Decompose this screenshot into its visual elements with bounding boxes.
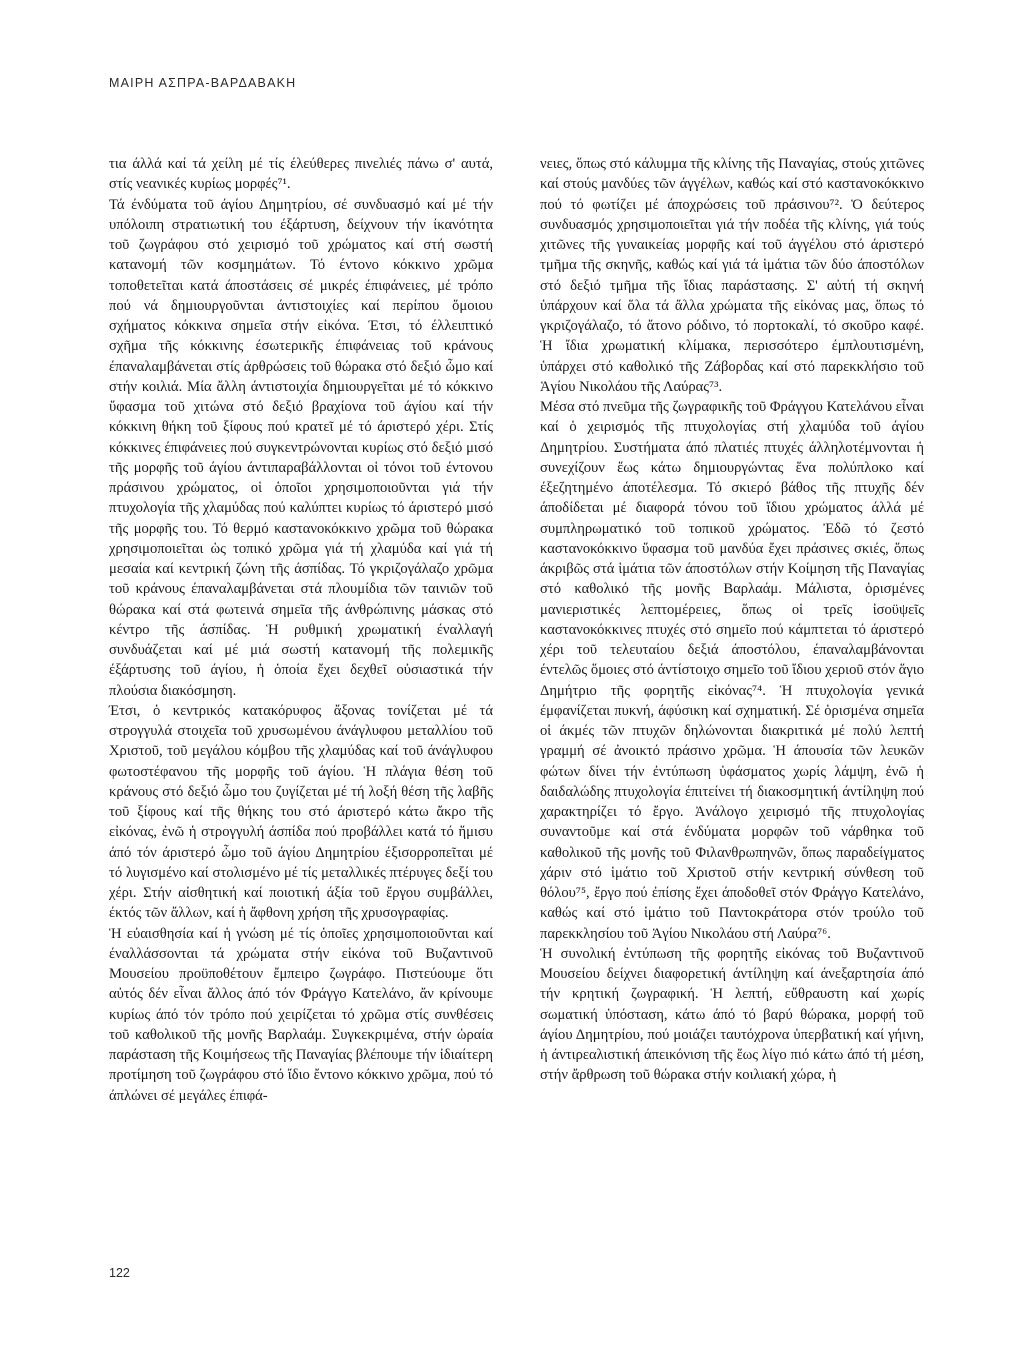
paragraph: Ἡ εὐαισθησία καί ἡ γνώση μέ τίς ὁποῖες χρησιμοποιοῦνται καί έναλλάσσονται τά χρώματα στήν εἰκόνα τοῦ Βυζαντινοῦ Μουσείου προϋποθέτουν ἔμπειρο ζωγράφο. Πιστεύουμε ὅτι αὐτός δέν εἶναι ἄλλος άπό τόν Φράγγο Κατελάνο, ἄν κρίνουμε κυρίως άπό τόν τρόπο πού χειρίζεται τό χρῶμα στίς συνθέσεις τοῦ καθολικοῦ τῆς μονῆς Βαρλαάμ. Συγκεκριμένα, στήν ὡραία παράσταση τῆς Κοιμήσεως τῆς Παναγίας βλέπουμε τήν ἰδιαίτερη προτίμηση τοῦ ζωγράφου στό ἴδιο ἔντονο κόκκινο χρῶμα, πού τό άπλώνει σέ μεγάλες έπιφά-	[109, 925, 493, 1104]
paragraph: Τά ένδύματα τοῦ άγίου Δημητρίου, σέ συνδυασμό καί μέ τήν υπόλοιπη στρατιωτική του έξάρτυση, δείχνουν τήν ίκανότητα τοῦ ζωγράφου στό χειρισμό τοῦ χρώματος καί στή σωστή κατανομή τῶν κοσμημάτων. Τό έντονο κόκκινο χρῶμα τοποθετεῖται κατά άποστάσεις σέ μικρές έπιφάνειες, μέ τρόπο πού νά δημιουργοῦνται άντιστοιχίες καί περίπου ὅμοιου σχήματος κόκκινα σημεῖα στήν εἰκόνα. Έτσι, τό έλλειπτικό σχῆμα τῆς κόκκινης έσωτερικῆς έπιφάνειας τοῦ κράνους έπαναλαμβάνεται στίς άρθρώσεις τοῦ θώρακα στό δεξιό ὦμο καί στήν κοιλιά. Μία ἄλλη άντιστοιχία δημιουργεῖται μέ τό κόκκινο ὕφασμα τοῦ χιτώνα στό δεξιό βραχίονα τοῦ άγίου καί τήν κόκκινη θήκη τοῦ ξίφους πού κρατεῖ μέ τό άριστερό χέρι. Στίς κόκκινες έπιφάνειες πού συγκεντρώνονται κυρίως στό δεξιό μισό τῆς μορφῆς τοῦ άγίου άντιπαραβάλλονται οἱ τόνοι τοῦ έντονου πράσινου χρώματος, οἱ ὁποῖοι χρησιμοποιοῦνται γιά τήν πτυχολογία τῆς χλαμύδας πού καλύπτει κυρίως τό άριστερό μισό τῆς μορφῆς του. Τό θερμό καστανοκόκκινο χρῶμα τοῦ θώρακα χρησιμοποιεῖται ὡς τοπικό χρῶμα γιά τή χλαμύδα καί γιά τή μεσαία καί κεντρική ζώνη τῆς άσπίδας. Τό γκριζογάλαζο χρῶμα τοῦ κράνους έπαναλαμβάνεται στά πλουμίδια τῶν ταινιῶν τοῦ θώρακα καί στά φωτεινά σημεῖα τῆς άνθρώπινης μάσκας στό κέντρο τῆς άσπίδας. Ἡ ρυθμική χρωματική έναλλαγή συνδυάζεται καί μέ μιά σωστή κατανομή τῆς πολεμικῆς έξάρτυσης τοῦ άγίου, ἡ ὁποία ἔχει δεχθεῖ οὐσιαστικά τήν πλούσια διακόσμηση.	[109, 196, 493, 699]
text-column-right	[540, 154, 924, 1086]
paragraph: τια άλλά καί τά χείλη μέ τίς έλεύθερες πινελιές πάνω σ' αυτά, στίς νεανικές κυρίως μορφές⁷¹.	[109, 156, 493, 193]
page-number: 122	[109, 1266, 130, 1280]
paragraph: Ἡ συνολική ἐντύπωση τῆς φορητῆς εἰκόνας τοῦ Βυζαντινοῦ Μουσείου δείχνει διαφορετική άντίληψη καί άνεξαρτησία άπό τήν κρητική ζωγραφική. Ἡ λεπτή, εὔθραυστη καί χωρίς σωματική ὑπόσταση, κάτω άπό τό βαρύ θώρακα, μορφή τοῦ άγίου Δημητρίου, πού μοιάζει ταυτόχρονα ὑπερβατική καί γήινη, ἡ άντιρεαλιστική άπεικόνιση τῆς ἕως λίγο πιό κάτω άπό τή μέση, στήν ἄρθρωση τοῦ θώρακα στήν κοιλιακή χώρα, ἡ	[540, 945, 924, 1084]
text-column-left	[109, 154, 493, 1106]
running-head-author: ΜΑΙΡΗ ΑΣΠΡΑ-ΒΑΡΔΑΒΑΚΗ	[109, 76, 297, 90]
paragraph: Μέσα στό πνεῦμα τῆς ζωγραφικῆς τοῦ Φράγγου Κατελάνου εἶναι καί ὁ χειρισμός τῆς πτυχολογίας στή χλαμύδα τοῦ άγίου Δημητρίου. Συστήματα άπό πλατιές πτυχές άλληλοτέμνονται ἡ συνεχίζουν ἕως κάτω δημιουργώντας ἕνα πολύπλοκο καί έξεζητημένο άποτέλεσμα. Τό σκιερό βάθος τῆς πτυχῆς δέν άποδίδεται μέ διαφορά τόνου τοῦ ἴδιου χρώματος άλλά μέ συμπληρωματικό τοῦ τοπικοῦ χρώματος. Ἐδῶ τό ζεστό καστανοκόκκινο ὕφασμα τοῦ μανδύα ἔχει πράσινες σκιές, ὅπως άκριβῶς στά ἱμάτια τῶν άποστόλων στήν Κοίμηση τῆς Παναγίας στό καθολικό τῆς μονῆς Βαρλαάμ. Μάλιστα, ὁρισμένες μανιεριστικές λεπτομέρειες, ὅπως οἱ τρεῖς ἰσοϋψεῖς καστανοκόκκινες πτυχές στό σημεῖο πού κάμπτεται τό άριστερό χέρι τοῦ τελευταίου δεξιά άποστόλου, έπαναλαμβάνονται έντελῶς ὅμοιες στό άντίστοιχο σημεῖο τοῦ ἴδιου χεριοῦ στόν ἅγιο Δημήτριο τῆς φορητῆς εἰκόνας⁷⁴. Ἡ πτυχολογία γενικά έμφανίζεται πυκνή, άφύσικη καί σχηματική. Σέ ὁρισμένα σημεῖα οἱ άκμές τῶν πτυχῶν δηλώνονται διακριτικά μέ πολύ λεπτή γραμμή σέ ἀνοικτό πράσινο χρῶμα. Ἡ άπουσία τῶν λευκῶν φώτων δίνει τήν ἐντύπωση ὑφάσματος χωρίς λάμψη, ἐνῶ ἡ δαιδαλώδης πτυχολογία έπιτείνει τή διακοσμητική άντίληψη πού χαρακτηρίζει τό ἔργο. Ἀνάλογο χειρισμό τῆς πτυχολογίας συναντοῦμε καί στά ένδύματα μορφῶν τοῦ νάρθηκα τοῦ καθολικοῦ τῆς μονῆς τοῦ Φιλανθρωπηνῶν, ὅπως παραδείγματος χάριν στό ἱμάτιο τοῦ Χριστοῦ στήν κεντρική σύνθεση τοῦ θόλου⁷⁵, ἔργο πού ἐπίσης ἔχει άποδοθεῖ στόν Φράγγο Κατελάνο, καθώς καί στό ἱμάτιο τοῦ Παντοκράτορα στόν τρούλο τοῦ παρεκκλησίου τοῦ Ἁγίου Νικολάου στή Λαύρα⁷⁶.	[540, 399, 924, 942]
paragraph: νειες, ὅπως στό κάλυμμα τῆς κλίνης τῆς Παναγίας, στούς χιτῶνες καί στούς μανδύες τῶν άγγέλων, καθώς καί στό καστανοκόκκινο πού τό φωτίζει μέ άποχρώσεις τοῦ πράσινου⁷². Ὁ δεύτερος συνδυασμός χρησιμοποιεῖται γιά τήν ποδέα τῆς κλίνης, γιά τούς χιτῶνες τῆς γυναικείας μορφῆς καί τοῦ άγγέλου στό άριστερό τμῆμα τῆς σκηνῆς, καθώς καί γιά τά ἱμάτια τῶν δύο άποστόλων στό δεξιό τμῆμα τῆς ἴδιας παράστασης. Σ' αὐτή τή σκηνή ὑπάρχουν καί ὅλα τά ἄλλα χρώματα τῆς εἰκόνας μας, ὅπως τό γκριζογάλαζο, τό ἄτονο ρόδινο, τό πορτοκαλί, τό σκοῦρο καφέ. Ἡ ἴδια χρωματική κλίμακα, περισσότερο έμπλουτισμένη, ὑπάρχει στό καθολικό τῆς Ζάβορδας καί στό παρεκκλήσιο τοῦ Ἁγίου Νικολάου τῆς Λαύρας⁷³.	[540, 156, 924, 395]
paragraph: Έτσι, ὁ κεντρικός κατακόρυφος ἄξονας τονίζεται μέ τά στρογγυλά στοιχεῖα τοῦ χρυσωμένου άνάγλυφου μεταλλίου τοῦ Χριστοῦ, τοῦ μεγάλου κόμβου τῆς χλαμύδας καί τοῦ άνάγλυφου φωτοστέφανου τῆς μορφῆς τοῦ άγίου. Ἡ πλάγια θέση τοῦ κράνους στό δεξιό ὦμο του ζυγίζεται μέ τή λοξή θέση τῆς λαβῆς τοῦ ξίφους καί τῆς θήκης του στό άριστερό κάτω ἄκρο τῆς εἰκόνας, ἐνῶ ἡ στρογγυλή άσπίδα πού προβάλλει κατά τό ἥμισυ άπό τόν άριστερό ὦμο τοῦ άγίου Δημητρίου έξισορροπεῖται μέ τό λυγισμένο καί στολισμένο μέ τίς μεταλλικές πτέρυγες δεξί του χέρι. Στήν αἰσθητική καί ποιοτική άξία τοῦ ἔργου συμβάλλει, έκτός τῶν ἄλλων, καί ἡ ἄφθονη χρήση τῆς χρυσογραφίας.	[109, 702, 493, 922]
